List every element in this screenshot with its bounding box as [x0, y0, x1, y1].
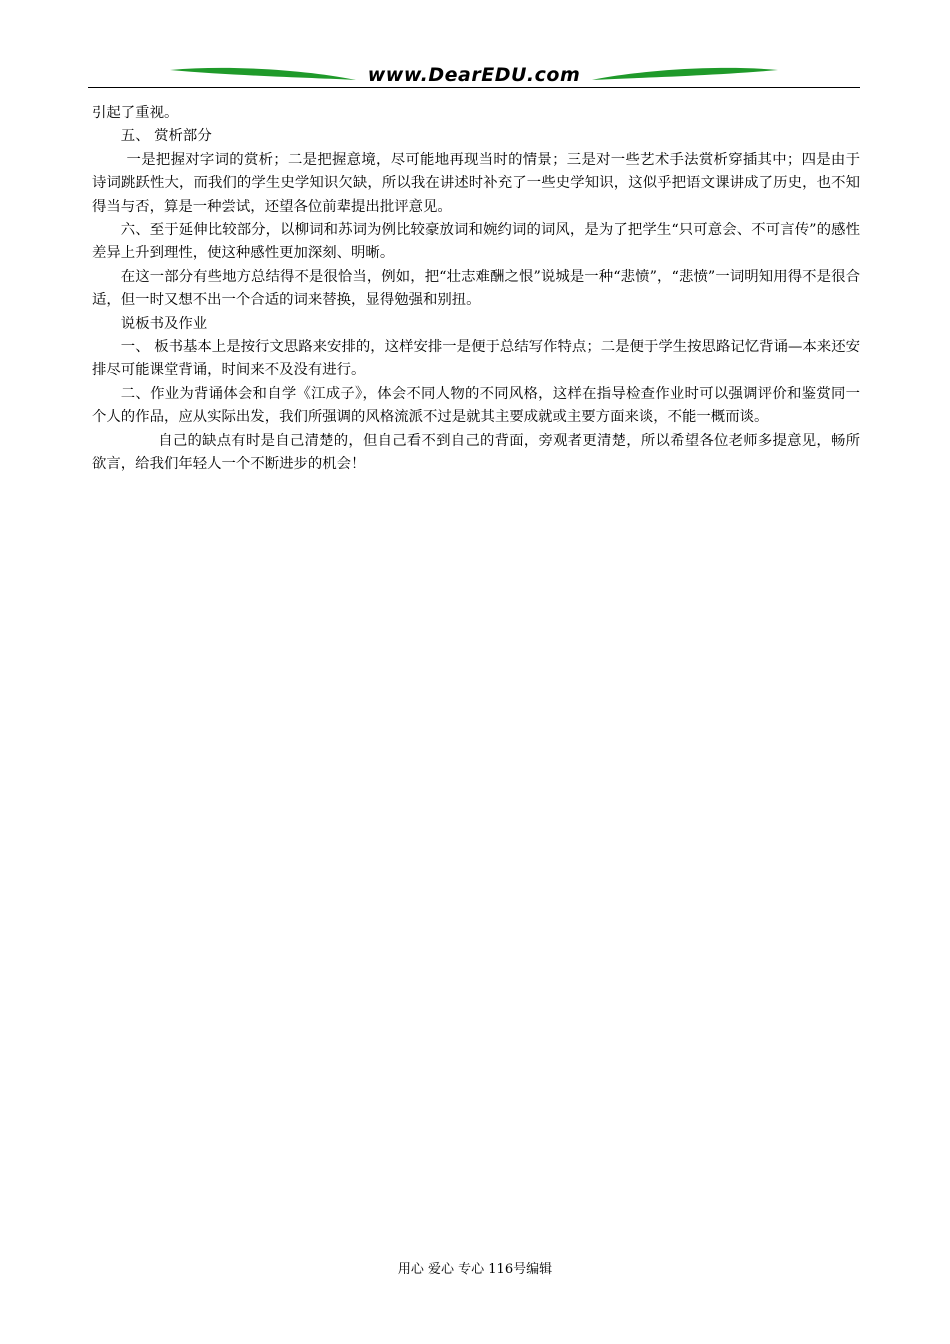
paragraph: 六、至于延伸比较部分，以柳词和苏词为例比较豪放词和婉约词的词风，是为了把学生“只可意会、不可言传”的感性差异上升到理性，使这种感性更加深刻、明晰。 [92, 222, 860, 262]
site-logo[interactable]: www.DearEDU.com [367, 64, 581, 86]
section-heading: 五、 赏析部分 [120, 128, 212, 145]
document-body [92, 102, 860, 477]
paragraph: 一是把握对字词的赏析；二是把握意境，尽可能地再现当时的情景；三是对一些艺术手法赏析穿插其中；四是由于诗词跳跃性大，而我们的学生史学知识欠缺，所以我在讲述时补充了一些史学知识，这似乎把语文课讲成了历史，也不知得当与否，算是一种尝试，还望各位前辈提出批评意见。 [92, 151, 860, 215]
paragraph: 在这一部分有些地方总结得不是很恰当，例如，把“壮志难酬之恨”说城是一种“悲愤”，“悲愤”一词明知用得不是很合适，但一时又想不出一个合适的词来替换，显得勉强和别扭。 [92, 268, 860, 309]
section-heading: 说板书及作业 [120, 315, 208, 332]
page-header [88, 60, 860, 90]
paragraph: 引起了重视。 [92, 105, 179, 121]
paragraph: 一、 板书基本上是按行文思路来安排的，这样安排一是便于总结写作特点；二是便于学生按思路记忆背诵—本来还安排尽可能课堂背诵，时间来不及没有进行。 [92, 339, 860, 379]
paragraph: 自己的缺点有时是自己清楚的，但自己看不到自己的背面，旁观者更清楚，所以希望各位老师多提意见，畅所欲言，给我们年轻人一个不断进步的机会！ [92, 432, 860, 473]
header-rule [88, 87, 860, 88]
page-footer: 用心 爱心 专心 116号编辑 [397, 1262, 553, 1277]
paragraph: 二、作业为背诵体会和自学《江成子》，体会不同人物的不同风格，这样在指导检查作业时可以强调评价和鉴赏同一个人的作品，应从实际出发，我们所强调的风格流派不过是就其主要成就或主要方面来谈，不能一概而谈。 [92, 385, 860, 426]
